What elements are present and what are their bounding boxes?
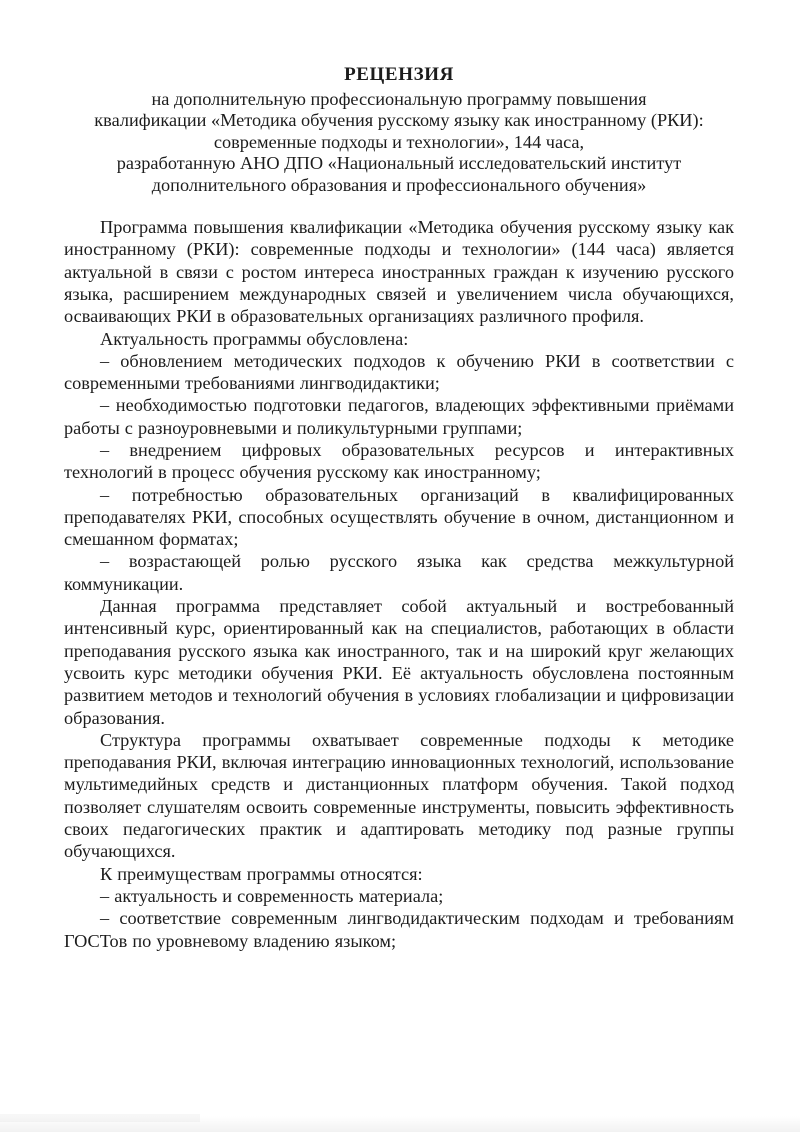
subtitle-line: дополнительного образования и профессионального обучения» xyxy=(151,174,647,195)
list-item: – соответствие современным лингводидактическим подходам и требованиям ГОСТов по уровневому владению языком; xyxy=(64,908,734,951)
list-item: – внедрением цифровых образовательных ресурсов и интерактивных технологий в процесс обучения русскому как иностранному; xyxy=(64,440,734,483)
subtitle-line: на дополнительную профессиональную программу повышения xyxy=(151,89,647,109)
document-body xyxy=(64,216,734,952)
scan-shadow-bottom-left xyxy=(0,1114,200,1122)
subtitle-line: разработанную АНО ДПО «Национальный исследовательский институт xyxy=(116,153,682,174)
list-item: – обновлением методических подходов к обучению РКИ в соответствии с современными требованиями лингводидактики; xyxy=(64,350,734,394)
paragraph: К преимуществам программы относятся: xyxy=(100,863,423,884)
subtitle-line: современные подходы и технологии», 144 часа, xyxy=(213,131,585,152)
subtitle-line: квалификации «Методика обучения русскому языку как иностранному (РКИ): xyxy=(94,110,704,131)
paragraph: Актуальность программы обусловлена: xyxy=(100,328,409,349)
list-item: – возрастающей ролью русского языка как средства межкультурной коммуникации. xyxy=(64,551,734,594)
list-item: – актуальность и современность материала; xyxy=(100,885,444,906)
review-title: РЕЦЕНЗИЯ xyxy=(344,64,454,85)
paragraph: Структура программы охватывает современные подходы к методике преподавания РКИ, включая интеграцию инновационных технологий, использование мультимедийных средств и дистанционных платформ обучения. Такой подход позволяет слушателям освоить современные инструменты, повысить эффективность своих педагогических практик и адаптировать методику под разные группы обучающихся. xyxy=(64,729,734,862)
list-item: – необходимостью подготовки педагогов, владеющих эффективными приёмами работы с разноуровневыми и поликультурными группами; xyxy=(64,395,734,438)
review-subtitle xyxy=(64,89,734,196)
document-page xyxy=(64,64,734,952)
list-item: – потребностью образовательных организаций в квалифицированных преподавателях РКИ, способных осуществлять обучение в очном, дистанционном и смешанном форматах; xyxy=(64,484,734,550)
paragraph: Программа повышения квалификации «Методика обучения русскому языку как иностранному (РКИ): современные подходы и технологии» (144 часа) является актуальной в связи с ростом интереса иностранных граждан к изучению русского языка, расширением международных связей и увеличением числа обучающихся, осваивающих РКИ в образовательных организациях различного профиля. xyxy=(64,217,734,327)
paragraph: Данная программа представляет собой актуальный и востребованный интенсивный курс, ориентированный как на специалистов, работающих в области преподавания русского языка как иностранного, так и на широкий круг желающих усвоить курс методики обучения РКИ. Её актуальность обусловлена постоянным развитием методов и технологий обучения в условиях глобализации и цифровизации образования. xyxy=(64,596,734,728)
